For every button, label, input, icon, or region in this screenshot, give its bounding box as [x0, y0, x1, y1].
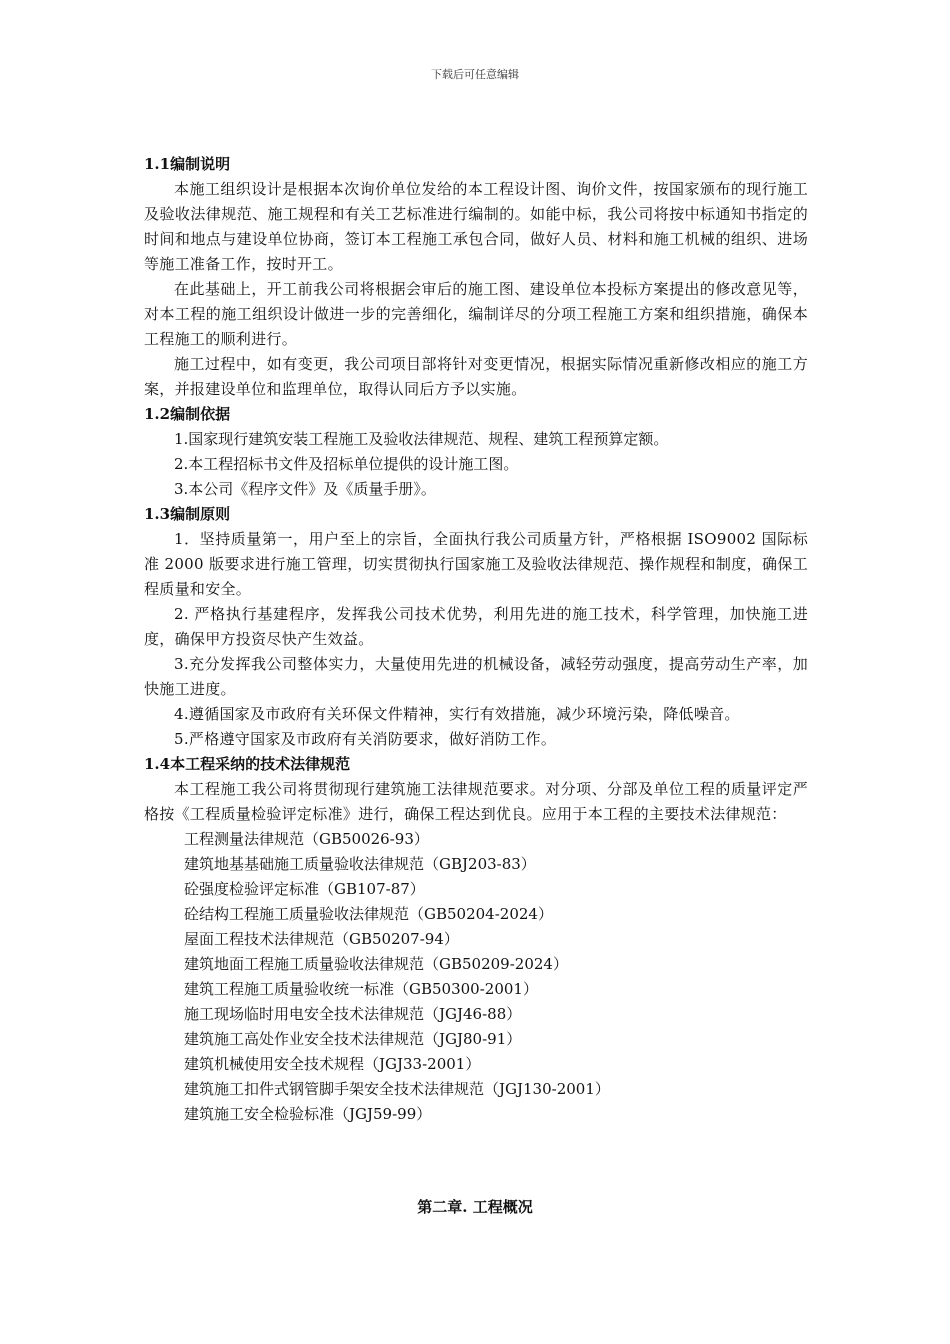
paragraph: 4.遵循国家及市政府有关环保文件精神，实行有效措施，减少环境污染，降低噪音。	[174, 705, 740, 723]
paragraph: 2. 严格执行基建程序，发挥我公司技术优势，利用先进的施工技术，科学管理，加快施工进度，确保甲方投资尽快产生效益。	[144, 605, 808, 648]
standard-item: 施工现场临时用电安全技术法律规范（JGJ46-88）	[184, 1005, 522, 1023]
standard-item: 建筑工程施工质量验收统一标准（GB50300-2001）	[184, 980, 538, 998]
standard-item: 砼强度检验评定标准（GB107-87）	[184, 880, 425, 898]
paragraph: 1．坚持质量第一，用户至上的宗旨，全面执行我公司质量方针，严格根据 ISO9002 国际标准 2000 版要求进行施工管理，切实贯彻执行国家施工及验收法律规范、操作规程和制度，确保工程质量和安全。	[144, 530, 808, 598]
standard-item: 建筑机械使用安全技术规程（JGJ33-2001）	[184, 1055, 481, 1073]
paragraph: 在此基础上，开工前我公司将根据会审后的施工图、建设单位本投标方案提出的修改意见等，对本工程的施工组织设计做进一步的完善细化，编制详尽的分项工程施工方案和组织措施，确保本工程施工的顺利进行。	[144, 280, 808, 348]
section-title-1-2: 1.2编制依据	[144, 405, 231, 423]
standard-item: 建筑地基基础施工质量验收法律规范（GBJ203-83）	[184, 855, 536, 873]
standard-item: 砼结构工程施工质量验收法律规范（GB50204-2024）	[184, 905, 553, 923]
paragraph: 5.严格遵守国家及市政府有关消防要求，做好消防工作。	[174, 730, 557, 748]
paragraph: 施工过程中，如有变更，我公司项目部将针对变更情况，根据实际情况重新修改相应的施工方案，并报建设单位和监理单位，取得认同后方予以实施。	[144, 355, 808, 398]
standard-item: 建筑施工安全检验标准（JGJ59-99）	[184, 1105, 432, 1123]
document-body	[144, 152, 808, 1127]
list-item: 3.本公司《程序文件》及《质量手册》。	[174, 480, 436, 498]
section-title-1-4: 1.4本工程采纳的技术法律规范	[144, 755, 351, 773]
section-title-1-1: 1.1编制说明	[144, 155, 231, 173]
standard-item: 建筑地面工程施工质量验收法律规范（GB50209-2024）	[184, 955, 568, 973]
paragraph: 本工程施工我公司将贯彻现行建筑施工法律规范要求。对分项、分部及单位工程的质量评定严格按《工程质量检验评定标准》进行，确保工程达到优良。应用于本工程的主要技术法律规范：	[144, 780, 808, 823]
page-header-note: 下载后可任意编辑	[431, 68, 519, 81]
paragraph: 本施工组织设计是根据本次询价单位发给的本工程设计图、询价文件，按国家颁布的现行施工及验收法律规范、施工规程和有关工艺标准进行编制的。如能中标，我公司将按中标通知书指定的时间和地点与建设单位协商，签订本工程施工承包合同，做好人员、材料和施工机械的组织、进场等施工准备工作，按时开工。	[144, 180, 808, 273]
standard-item: 建筑施工高处作业安全技术法律规范（JGJ80-91）	[184, 1030, 522, 1048]
paragraph: 3.充分发挥我公司整体实力，大量使用先进的机械设备，减轻劳动强度，提高劳动生产率，加快施工进度。	[144, 655, 808, 698]
standard-item: 工程测量法律规范（GB50026-93）	[184, 830, 429, 848]
standard-item: 建筑施工扣件式钢管脚手架安全技术法律规范（JGJ130-2001）	[184, 1080, 610, 1098]
section-title-1-3: 1.3编制原则	[144, 505, 231, 523]
standard-item: 屋面工程技术法律规范（GB50207-94）	[184, 930, 459, 948]
list-item: 2.本工程招标书文件及招标单位提供的设计施工图。	[174, 455, 519, 473]
list-item: 1.国家现行建筑安装工程施工及验收法律规范、规程、建筑工程预算定额。	[174, 430, 669, 448]
chapter-title: 第二章. 工程概况	[417, 1198, 533, 1216]
